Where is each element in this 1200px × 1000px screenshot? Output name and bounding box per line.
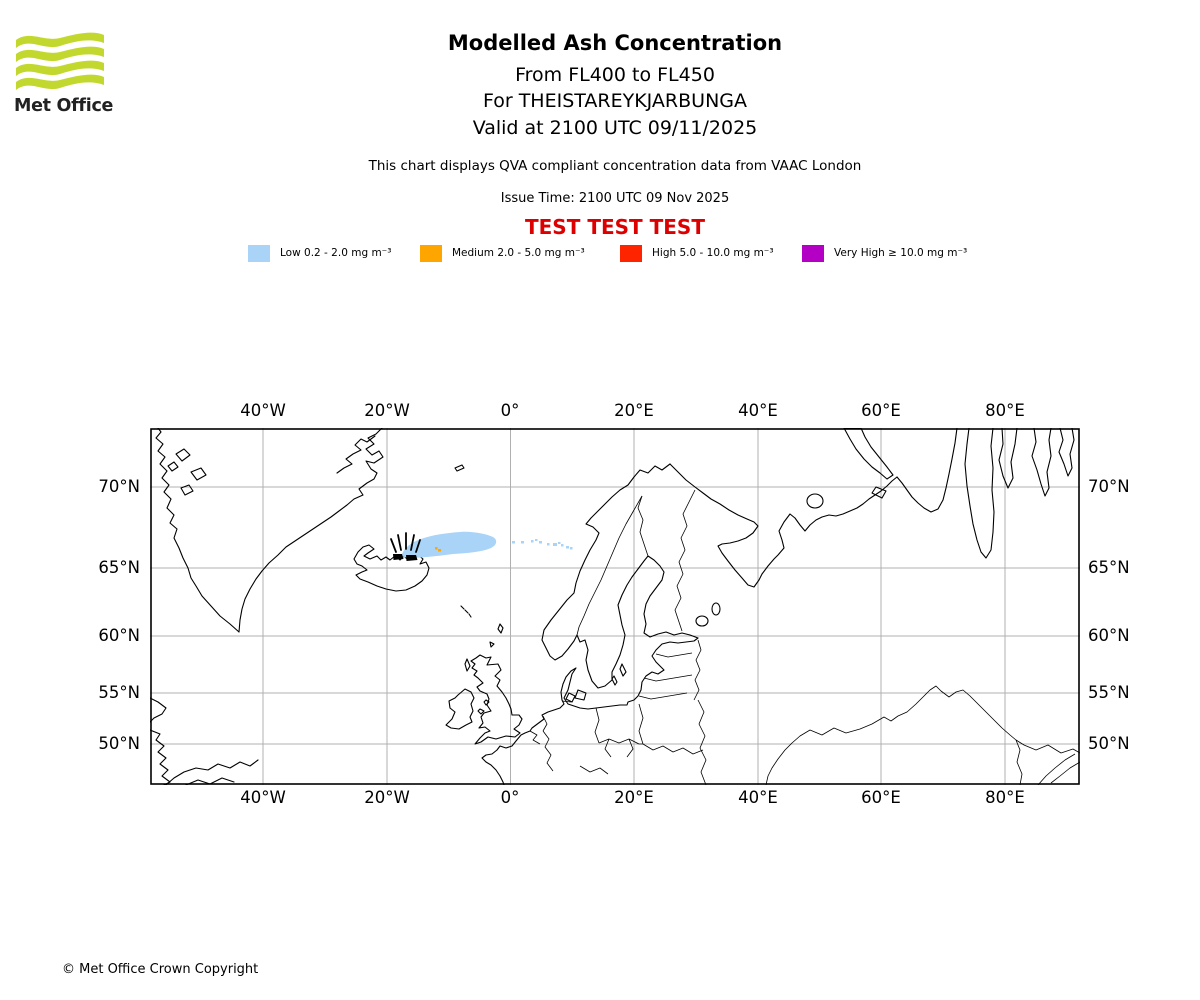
lon-tick-top-20e: 20°E (614, 401, 654, 420)
lon-tick-top-40w: 40°W (240, 401, 286, 420)
lon-tick-top-20w: 20°W (364, 401, 410, 420)
lat-tick-left-50n: 50°N (98, 734, 140, 753)
coastlines (150, 428, 1074, 785)
lon-tick-bottom-40e: 40°E (738, 788, 778, 807)
qva-note: This chart displays QVA compliant concentration data from VAAC London (368, 158, 862, 174)
test-banner: TEST TEST TEST (525, 215, 705, 239)
map-canvas (150, 428, 1080, 785)
lat-tick-right-65n: 65°N (1088, 558, 1130, 577)
met-office-logo (14, 28, 114, 116)
legend-swatch-high (620, 245, 642, 262)
legend-swatch-very-high (802, 245, 824, 262)
copyright-notice: © Met Office Crown Copyright (62, 962, 259, 977)
map-panel (150, 428, 1080, 785)
subtitle-flight-levels: From FL400 to FL450 (515, 64, 715, 86)
legend-label-medium: Medium 2.0 - 5.0 mg m⁻³ (452, 247, 585, 259)
lon-tick-bottom-60e: 60°E (861, 788, 901, 807)
lon-tick-top-80e: 80°E (985, 401, 1025, 420)
page-title: Modelled Ash Concentration (447, 31, 783, 55)
country-borders (530, 490, 1080, 785)
met-office-logo-waves (14, 28, 106, 94)
issue-time: Issue Time: 2100 UTC 09 Nov 2025 (500, 191, 730, 206)
legend-label-high: High 5.0 - 10.0 mg m⁻³ (652, 247, 774, 259)
lon-tick-bottom-20e: 20°E (614, 788, 654, 807)
ash-cloud-low (401, 532, 572, 558)
lat-tick-left-70n: 70°N (98, 477, 140, 496)
lon-tick-top-0: 0° (500, 401, 520, 420)
lat-tick-right-60n: 60°N (1088, 626, 1130, 645)
lat-tick-right-50n: 50°N (1088, 734, 1130, 753)
lat-tick-left-60n: 60°N (98, 626, 140, 645)
legend-swatch-medium (420, 245, 442, 262)
ash-cloud-low-specks (512, 539, 573, 550)
lon-tick-top-40e: 40°E (738, 401, 778, 420)
lon-tick-bottom-40w: 40°W (240, 788, 286, 807)
lon-tick-bottom-0: 0° (500, 788, 520, 807)
legend-item-medium (420, 244, 585, 262)
legend-item-low (248, 244, 391, 262)
subtitle-valid-time: Valid at 2100 UTC 09/11/2025 (472, 117, 758, 139)
lat-tick-right-70n: 70°N (1088, 477, 1130, 496)
legend-item-high (620, 244, 774, 262)
legend-label-low: Low 0.2 - 2.0 mg m⁻³ (280, 247, 392, 259)
lon-tick-top-60e: 60°E (861, 401, 901, 420)
met-office-logo-text: Met Office (14, 96, 114, 116)
legend-item-very-high (802, 244, 967, 262)
lon-tick-bottom-80e: 80°E (985, 788, 1025, 807)
lat-tick-left-65n: 65°N (98, 558, 140, 577)
legend-swatch-low (248, 245, 270, 262)
legend-label-very-high: Very High ≥ 10.0 mg m⁻³ (834, 247, 968, 259)
lat-tick-left-55n: 55°N (98, 683, 140, 702)
map-frame (151, 429, 1079, 784)
lat-tick-right-55n: 55°N (1088, 683, 1130, 702)
subtitle-volcano: For THEISTAREYKJARBUNGA (482, 90, 748, 112)
lon-tick-bottom-20w: 20°W (364, 788, 410, 807)
graticule-grid (150, 428, 1080, 785)
